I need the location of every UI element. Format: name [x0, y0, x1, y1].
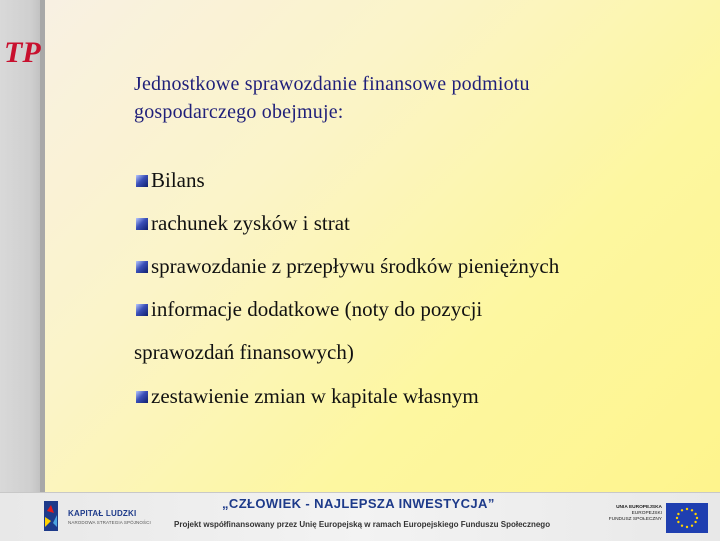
footer-cofinance-note: Projekt współfinansowany przez Unię Europejską w ramach Europejskiego Funduszu Społecznego — [174, 520, 551, 529]
square-bullet-icon — [136, 391, 148, 403]
list-item-continuation: sprawozdań finansowych) — [134, 340, 354, 364]
svg-text:TP: TP — [4, 36, 41, 69]
eu-label: UNIA EUROPEJSKA EUROPEJSKI FUNDUSZ SPOŁECZNY — [608, 505, 662, 522]
slide-heading — [134, 70, 674, 126]
footer-bar — [0, 492, 720, 541]
kapital-ludzki-subtitle: NARODOWA STRATEGIA SPÓJNOŚCI — [68, 520, 151, 525]
left-frame-edge — [40, 0, 45, 492]
slide-content: Jednostkowe sprawozdanie finansowe podmiotu gospodarczego obejmuje: Bilans rachunek zysków i strat sprawozdanie z przepływu środków pieniężnych informacje dodatkowe (noty do pozycji sprawozdań finansowych) zestawienie zmian w kapitale własnym — [134, 70, 674, 126]
square-bullet-icon — [136, 304, 148, 316]
kapital-ludzki-logo-icon — [40, 497, 62, 535]
square-bullet-icon — [136, 218, 148, 230]
heading-line-2: gospodarczego obejmuje: — [134, 101, 344, 123]
tp-logo-icon — [2, 34, 44, 70]
left-frame — [0, 0, 44, 492]
eu-flag-icon — [666, 503, 708, 533]
square-bullet-icon — [136, 261, 148, 273]
kapital-ludzki-title: KAPITAŁ LUDZKI — [68, 509, 137, 518]
footer-slogan: „CZŁOWIEK - NAJLEPSZA INWESTYCJA” — [222, 496, 495, 511]
square-bullet-icon — [136, 175, 148, 187]
heading-line-1: Jednostkowe sprawozdanie finansowe podmiotu — [134, 73, 530, 95]
